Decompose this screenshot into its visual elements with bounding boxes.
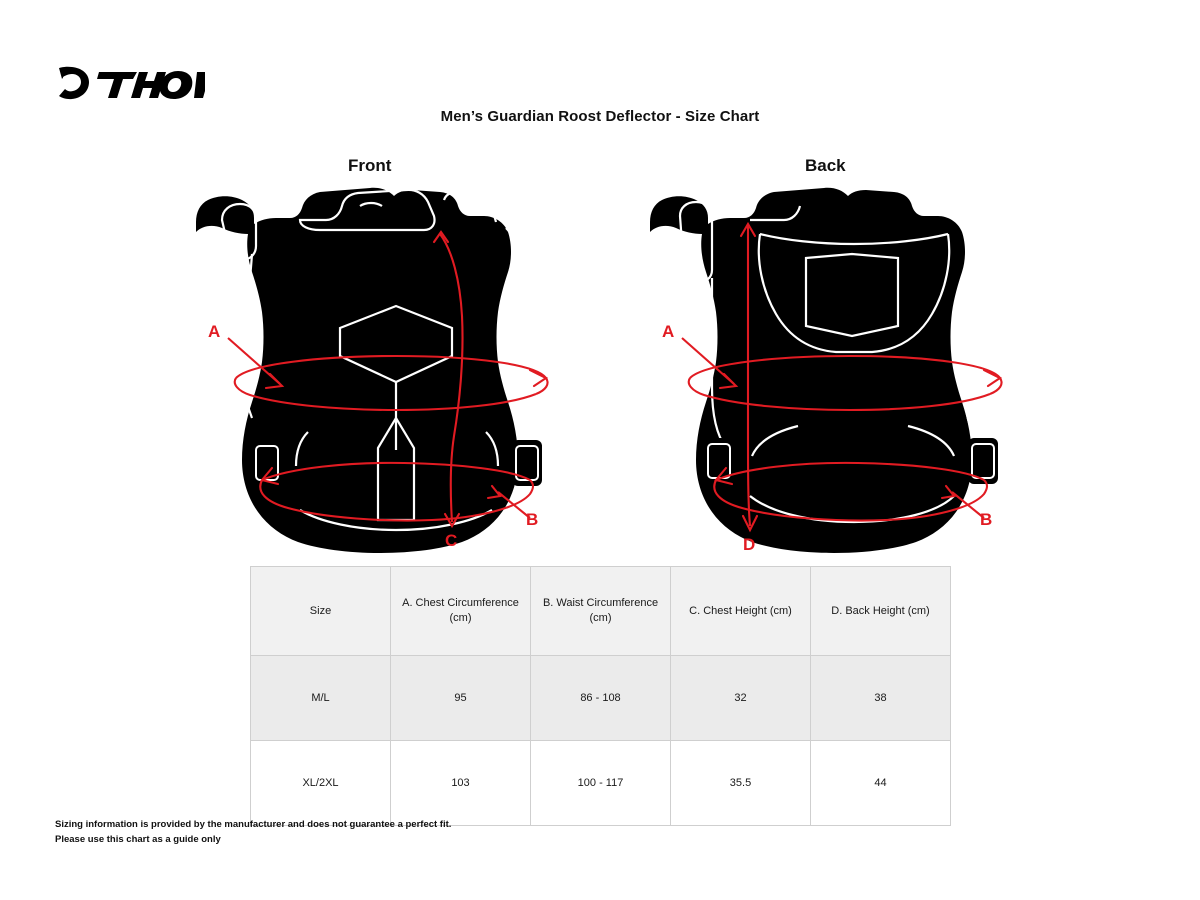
thor-logo (55, 62, 205, 106)
column-header-chest-circumference (391, 567, 531, 656)
disclaimer (55, 818, 451, 847)
column-header-chest-circumference-line2: (cm) (449, 612, 472, 624)
disclaimer-line-2: Please use this chart as a guide only (55, 833, 221, 845)
front-view-label: Front (348, 156, 392, 175)
cell-chest-circumference: 103 (391, 741, 531, 826)
front-label-c: C (445, 531, 458, 550)
cell-waist-circumference: 86 - 108 (531, 656, 671, 741)
cell-size: M/L (251, 656, 391, 741)
back-label-b: B (980, 510, 993, 529)
front-label-a: A (208, 322, 221, 341)
cell-back-height: 38 (811, 656, 951, 741)
disclaimer-line-1: Sizing information is provided by the manufacturer and does not guarantee a perfect fit. (55, 819, 452, 830)
thor-helmet-logo (55, 62, 205, 106)
back-label-a: A (662, 322, 675, 341)
page-title: Men’s Guardian Roost Deflector - Size Chart (440, 108, 760, 125)
cell-chest-circumference: 95 (391, 656, 531, 741)
size-chart-table (250, 566, 951, 826)
column-header-waist-circumference (531, 567, 671, 656)
cell-back-height: 44 (811, 741, 951, 826)
column-header-back-height-line1: D. Back Height (cm) (831, 604, 930, 617)
column-header-size (251, 567, 391, 656)
column-header-chest-height (671, 567, 811, 656)
product-diagram (0, 150, 1200, 570)
column-header-back-height (811, 567, 951, 656)
back-view-label: Back (805, 156, 846, 175)
column-header-chest-circumference-line1: A. Chest Circumference (402, 597, 519, 610)
table-header-row (251, 567, 951, 656)
back-label-d: D (743, 535, 756, 554)
cell-chest-height: 32 (671, 656, 811, 741)
cell-waist-circumference: 100 - 117 (531, 741, 671, 826)
table-row (251, 741, 951, 826)
column-header-waist-circumference-line1: B. Waist Circumference (542, 597, 659, 610)
front-label-b: B (526, 510, 539, 529)
column-header-chest-height-line1: C. Chest Height (cm) (689, 604, 792, 617)
column-header-waist-circumference-line2: (cm) (589, 612, 612, 624)
table-row (251, 656, 951, 741)
cell-chest-height: 35.5 (671, 741, 811, 826)
cell-size: XL/2XL (251, 741, 391, 826)
column-header-size-line1: Size (309, 604, 332, 617)
